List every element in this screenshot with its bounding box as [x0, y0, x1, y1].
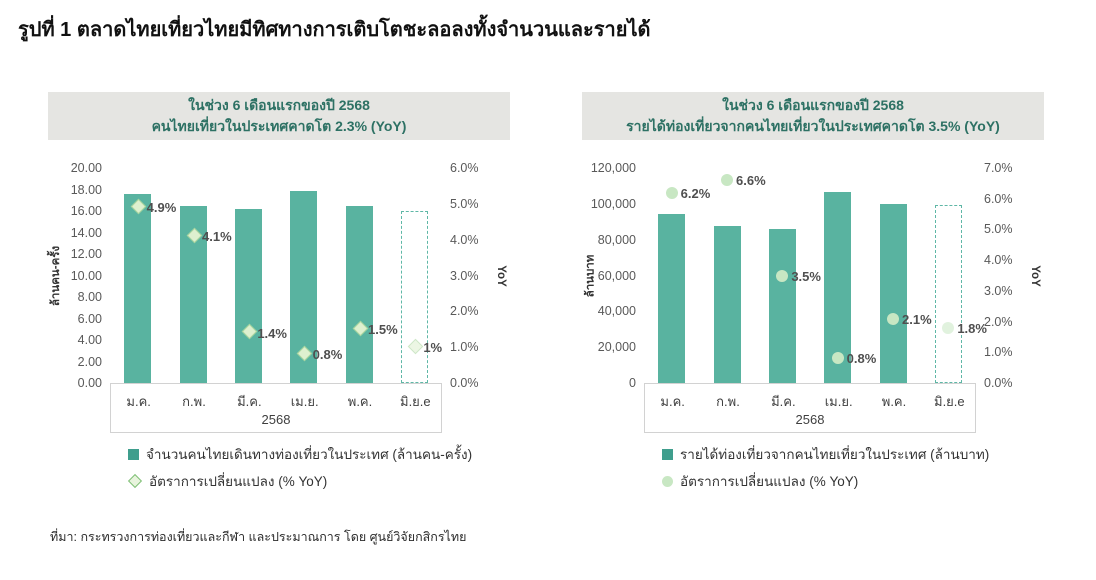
data-point-label: 1.5%: [368, 322, 398, 338]
chart-panel-visitors: [48, 92, 510, 497]
tick-label: 0.00: [77, 376, 102, 390]
tick-label: 0: [629, 376, 636, 390]
legend-revenue: [662, 443, 1044, 492]
tick-label: 12.00: [70, 247, 102, 261]
month-label: มี.ค.: [771, 394, 796, 409]
legend-marker-label: อัตราการเปลี่ยนแปลง (% YoY): [149, 474, 328, 489]
bar: [880, 204, 907, 383]
panel-header-line2: คนไทยเที่ยวในประเทศคาดโต 2.3% (YoY): [151, 118, 407, 134]
month-label: ก.พ.: [716, 394, 740, 409]
data-point-label: 3.5%: [791, 268, 821, 284]
data-point-label: 1%: [423, 340, 443, 356]
bar: [714, 226, 741, 383]
tick-label: 6.0%: [984, 191, 1013, 206]
month-label: พ.ค.: [347, 394, 373, 409]
tick-label: 100,000: [590, 196, 636, 211]
circle-marker: [942, 322, 954, 334]
bar: [935, 205, 962, 383]
plot-area: [644, 168, 987, 383]
right-axis-ticks: [442, 161, 492, 390]
x-axis-box: [644, 383, 976, 433]
charts-row: [48, 92, 1096, 497]
bar-series-icon: [662, 449, 673, 460]
legend-visitors: [128, 443, 510, 492]
tick-label: 5.0%: [984, 222, 1013, 237]
x-axis-box: [110, 383, 442, 433]
month-label: มี.ค.: [237, 394, 262, 409]
tick-label: 1.0%: [984, 345, 1013, 360]
data-point-label: 0.8%: [846, 351, 877, 367]
tick-label: 20.00: [70, 161, 102, 175]
right-axis-ticks: [976, 161, 1026, 390]
panel-header-line1: ในช่วง 6 เดือนแรกของปี 2568: [722, 97, 904, 113]
tick-label: 2.0%: [450, 304, 479, 319]
tick-label: 8.00: [77, 290, 102, 304]
legend-row-bars: [662, 443, 1044, 465]
tick-label: 20,000: [597, 340, 636, 355]
tick-label: 2.00: [77, 354, 102, 369]
chart-panel-revenue: [582, 92, 1044, 497]
data-point-label: 6.6%: [736, 173, 766, 189]
tick-label: 4.00: [77, 333, 102, 347]
month-label: เม.ย.: [824, 394, 853, 409]
circle-marker: [666, 187, 678, 199]
data-point-label: 1.4%: [257, 325, 287, 341]
bar: [769, 229, 796, 383]
circle-marker: [776, 270, 788, 282]
tick-label: 6.00: [77, 311, 102, 326]
circle-marker: [721, 174, 733, 186]
right-axis-title: YoY: [1029, 264, 1042, 287]
legend-row-bars: [128, 443, 510, 465]
bar: [401, 211, 428, 383]
year-label: 2568: [261, 412, 291, 427]
legend-row-markers: [128, 470, 510, 492]
month-label: เม.ย.: [290, 394, 319, 409]
tick-label: 5.0%: [450, 196, 479, 211]
legend-bar-label: จำนวนคนไทยเดินทางท่องเที่ยวในประเทศ (ล้านคน-ครั้ง): [146, 447, 473, 462]
chart-visitors: [48, 161, 510, 433]
right-axis-title: YoY: [495, 264, 508, 287]
tick-label: 4.0%: [984, 253, 1013, 268]
tick-label: 60,000: [597, 268, 636, 283]
tick-label: 1.0%: [450, 340, 479, 355]
legend-bar-label: รายได้ท่องเที่ยวจากคนไทยเที่ยวในประเทศ (ล้านบาท): [680, 447, 990, 462]
tick-label: 10.00: [70, 268, 102, 283]
data-point-label: 4.1%: [202, 229, 232, 245]
month-label: พ.ค.: [881, 394, 907, 409]
tick-label: 0.0%: [984, 376, 1013, 390]
figure-title: รูปที่ 1 ตลาดไทยเที่ยวไทยมีทิศทางการเติบโตชะลอลงทั้งจำนวนและรายได้: [18, 19, 651, 41]
diamond-marker-icon: [128, 474, 142, 488]
tick-label: 4.0%: [450, 232, 479, 247]
tick-label: 6.0%: [450, 161, 479, 175]
panel-header-line2: รายได้ท่องเที่ยวจากคนไทยเที่ยวในประเทศคาดโต 3.5% (YoY): [626, 118, 1000, 134]
bar-series-icon: [128, 449, 139, 460]
left-axis-ticks: [64, 161, 110, 390]
bar: [658, 214, 685, 383]
month-label: มิ.ย.e: [934, 394, 965, 409]
tick-label: 2.0%: [984, 314, 1013, 329]
plot-area: [110, 168, 442, 383]
source-note: ที่มา: กระทรวงการท่องเที่ยวและกีฬา และประมาณการ โดย ศูนย์วิจัยกสิกรไทย: [50, 530, 467, 544]
tick-label: 40,000: [597, 304, 636, 319]
tick-label: 18.00: [70, 182, 102, 197]
bar: [124, 194, 151, 383]
bar: [235, 209, 262, 383]
data-point-label: 0.8%: [312, 347, 343, 363]
tick-label: 0.0%: [450, 376, 479, 390]
tick-label: 3.0%: [450, 268, 479, 283]
tick-label: 14.00: [70, 225, 102, 240]
tick-label: 120,000: [590, 161, 636, 175]
month-label: ก.พ.: [182, 394, 206, 409]
left-axis-title: ล้านบาท: [584, 254, 596, 297]
month-label: ม.ค.: [126, 394, 151, 409]
panel-header-revenue: [582, 92, 1044, 140]
month-label: ม.ค.: [660, 394, 685, 409]
bar: [346, 206, 373, 383]
tick-label: 80,000: [597, 232, 636, 247]
data-point-label: 6.2%: [680, 185, 711, 201]
chart-revenue: [582, 161, 1044, 433]
data-point-label: 1.8%: [957, 320, 987, 336]
tick-label: 7.0%: [984, 161, 1013, 175]
tick-label: 3.0%: [984, 283, 1013, 298]
data-point-label: 2.1%: [902, 311, 932, 327]
year-label: 2568: [795, 412, 825, 427]
circle-marker-icon: [662, 476, 673, 487]
data-point-label: 4.9%: [146, 200, 177, 216]
panel-header-visitors: [48, 92, 510, 140]
panel-header-line1: ในช่วง 6 เดือนแรกของปี 2568: [188, 97, 370, 113]
legend-marker-label: อัตราการเปลี่ยนแปลง (% YoY): [680, 474, 859, 489]
month-label: มิ.ย.e: [400, 394, 431, 409]
tick-label: 16.00: [70, 204, 102, 218]
legend-row-markers: [662, 470, 1044, 492]
circle-marker: [887, 313, 899, 325]
left-axis-title: ล้านคน-ครั้ง: [50, 245, 62, 306]
